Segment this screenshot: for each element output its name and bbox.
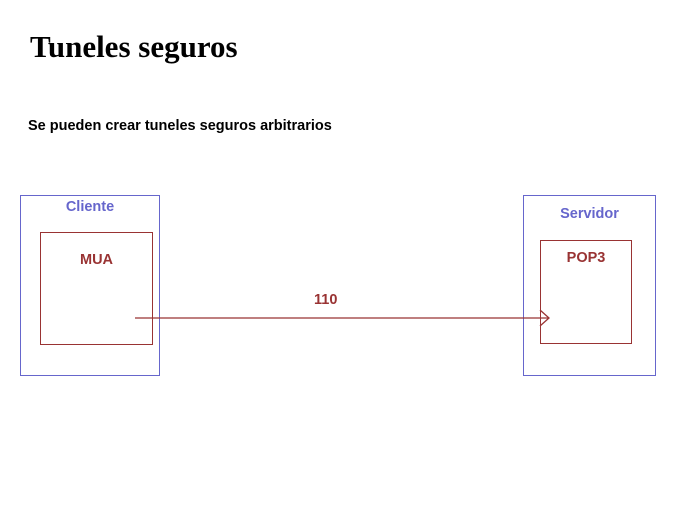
client-label: Cliente [65, 199, 115, 215]
page-title: Tuneles seguros [30, 29, 238, 64]
pop3-label: POP3 [566, 250, 606, 266]
subtitle-text: Se pueden crear tuneles seguros arbitrarios [28, 118, 332, 134]
port-number-label: 110 [314, 292, 338, 308]
mua-box [40, 232, 153, 345]
server-label: Servidor [560, 206, 619, 222]
mua-label: MUA [79, 252, 114, 268]
